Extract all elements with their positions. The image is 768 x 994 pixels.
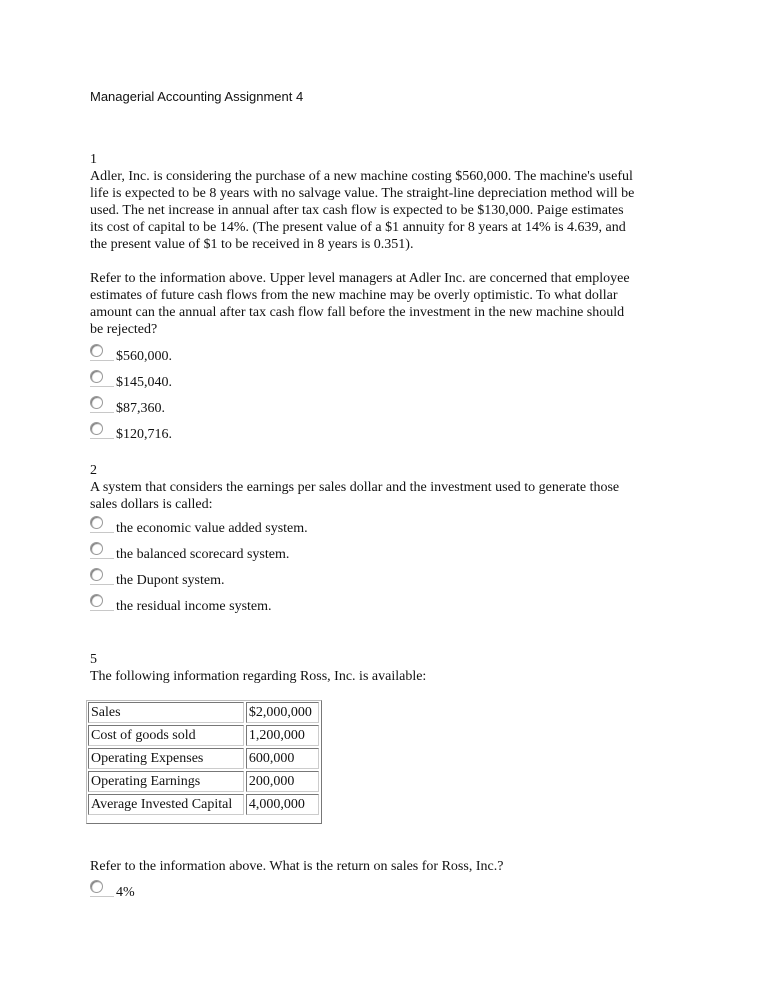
table-row xyxy=(88,702,319,723)
text-line: used. The net increase in annual after tax cash flow is expected to be $130,000. Paige estimates xyxy=(90,203,624,218)
text-line: Refer to the information above. What is the return on sales for Ross, Inc.? xyxy=(90,859,504,874)
text-line: its cost of capital to be 14%. (The present value of a $1 annuity for 8 years at 14% is 4.639, and xyxy=(90,220,626,235)
radio-button[interactable] xyxy=(90,880,103,893)
option-label: the economic value added system. xyxy=(116,521,308,536)
option-label: the balanced scorecard system. xyxy=(116,547,290,562)
option-label: the residual income system. xyxy=(116,599,272,614)
option-label: $87,360. xyxy=(116,401,165,416)
radio-button[interactable] xyxy=(90,516,103,529)
text-line: The following information regarding Ross, Inc. is available: xyxy=(90,669,427,684)
question-text xyxy=(90,168,690,253)
table-row xyxy=(88,794,319,815)
text-line: the present value of $1 to be received in 8 years is 0.351). xyxy=(90,237,414,252)
table-row xyxy=(88,748,319,769)
text-line: estimates of future cash flows from the new machine may be overly optimistic. To what dollar xyxy=(90,288,618,303)
option-label: 4% xyxy=(116,885,135,900)
text-line: amount can the annual after tax cash flow fall before the investment in the new machine should xyxy=(90,305,625,320)
data-table xyxy=(86,700,321,817)
option-label: the Dupont system. xyxy=(116,573,225,588)
radio-button[interactable] xyxy=(90,396,103,409)
question-number: 5 xyxy=(90,652,97,667)
radio-button[interactable] xyxy=(90,542,103,555)
text-line: life is expected to be 8 years with no salvage value. The straight-line depreciation method will be xyxy=(90,186,635,201)
table-cell: $2,000,000 xyxy=(246,702,319,723)
table-row xyxy=(88,771,319,792)
radio-button[interactable] xyxy=(90,422,103,435)
table-cell: 600,000 xyxy=(246,748,319,769)
radio-button[interactable] xyxy=(90,344,103,357)
table-cell: Operating Expenses xyxy=(88,748,244,769)
table-cell: Operating Earnings xyxy=(88,771,244,792)
table-cell: Average Invested Capital xyxy=(88,794,244,815)
question-text xyxy=(90,668,690,685)
question-number: 1 xyxy=(90,152,97,167)
text-line: sales dollars is called: xyxy=(90,497,213,512)
table-cell: Sales xyxy=(88,702,244,723)
option-label: $145,040. xyxy=(116,375,172,390)
table-cell: 4,000,000 xyxy=(246,794,319,815)
question-prompt xyxy=(90,270,690,338)
radio-button[interactable] xyxy=(90,568,103,581)
table-cell: Cost of goods sold xyxy=(88,725,244,746)
table-cell: 1,200,000 xyxy=(246,725,319,746)
question-text xyxy=(90,479,690,513)
text-line: Adler, Inc. is considering the purchase of a new machine costing $560,000. The machine's useful xyxy=(90,169,633,184)
table-cell: 200,000 xyxy=(246,771,319,792)
table-row xyxy=(88,725,319,746)
radio-button[interactable] xyxy=(90,370,103,383)
question-number: 2 xyxy=(90,463,97,478)
option-label: $120,716. xyxy=(116,427,172,442)
question-prompt xyxy=(90,858,690,875)
option-label: $560,000. xyxy=(116,349,172,364)
text-line: Refer to the information above. Upper level managers at Adler Inc. are concerned that employee xyxy=(90,271,630,286)
radio-button[interactable] xyxy=(90,594,103,607)
page-title: Managerial Accounting Assignment 4 xyxy=(90,89,304,104)
text-line: A system that considers the earnings per sales dollar and the investment used to generate those xyxy=(90,480,620,495)
text-line: be rejected? xyxy=(90,322,158,337)
